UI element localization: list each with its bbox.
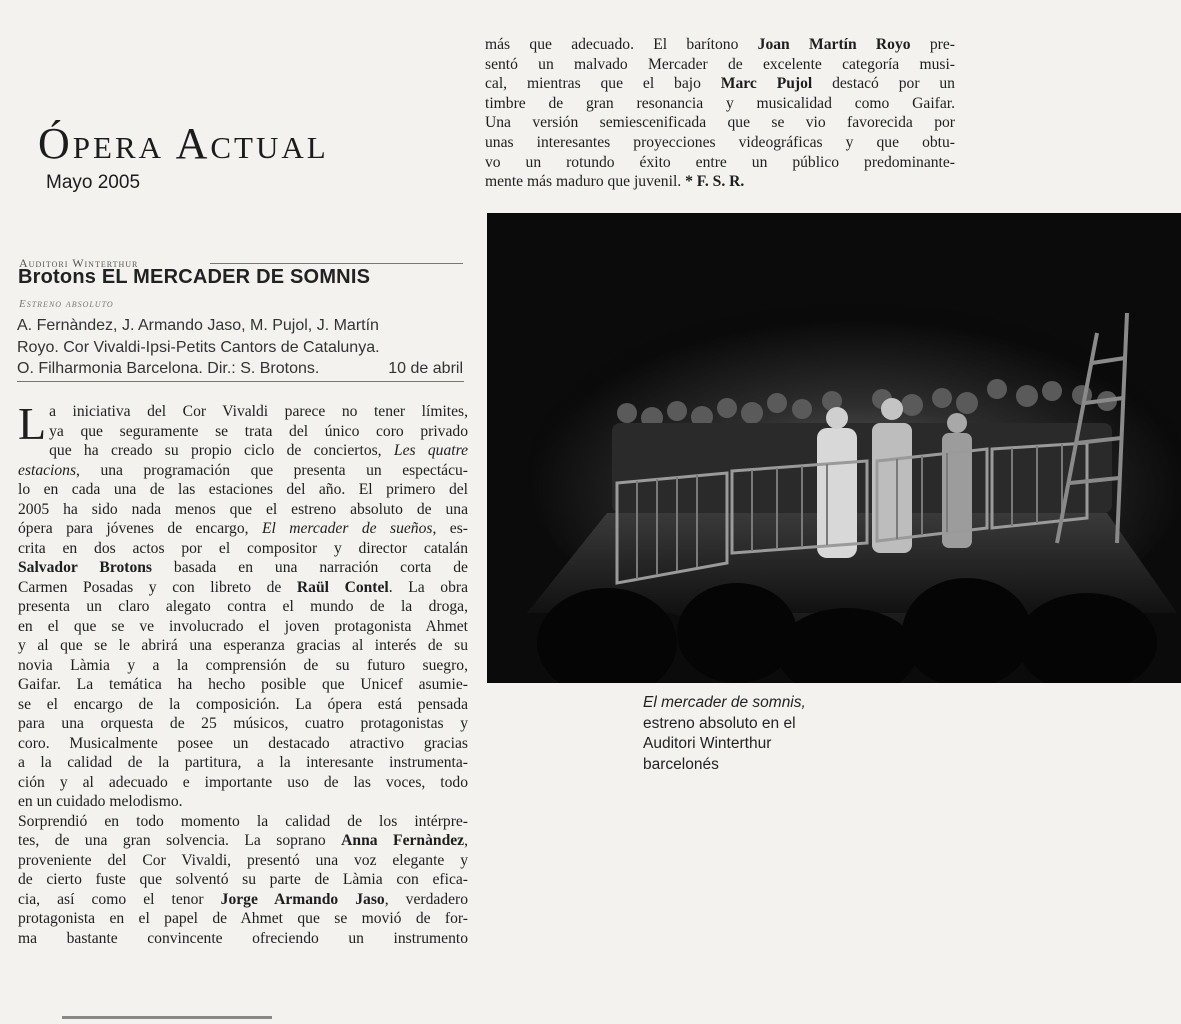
- body-text-line: se el encargo de la composición. La ópera está pensada: [18, 695, 468, 713]
- body-text-line: Salvador Brotons basada en una narración corta de: [18, 559, 468, 576]
- body-text-line: a la calidad de la partitura, a la interesante instrumenta-: [18, 754, 468, 771]
- body-text-line: cia, así como el tenor Jorge Armando Jaso, verdadero: [18, 890, 468, 908]
- body-text-line: en el que se ve involucrado el joven protagonista Ahmet: [18, 617, 468, 635]
- body-text-line: ópera para jóvenes de encargo, El mercader de sueños, es-: [18, 520, 468, 537]
- drop-cap: L: [18, 398, 47, 449]
- credits-orchestra: O. Filharmonia Barcelona. Dir.: S. Brotons.: [17, 360, 320, 377]
- credits-divider: [17, 381, 464, 382]
- caption-line: Auditori Winterthur: [643, 735, 772, 752]
- caption-work-title: El mercader de somnis,: [643, 694, 806, 711]
- venue-divider: [210, 263, 463, 264]
- premiere-label: Estreno absoluto: [19, 298, 114, 310]
- body-text-line: estacions, una programación que presenta un espectácu-: [18, 461, 468, 479]
- body-text-line: ción y al adecuado e importante uso de las voces, todo: [18, 773, 468, 791]
- body-text-line: Gaifar. La temática ha hecho posible que Unicef asumie-: [18, 676, 468, 693]
- stage-scene-image: [487, 213, 1181, 683]
- body-text-line: protagonista en el papel de Ahmet que se movió de for-: [18, 910, 468, 927]
- body-text-line: presenta un claro alegato contra el mundo de la droga,: [18, 598, 468, 615]
- body-text-line: ya que seguramente se trata del único coro privado: [49, 422, 468, 440]
- body-text-line: y al que se le abrirá una esperanza gracias al interés de su: [18, 637, 468, 654]
- body-text-line: que ha creado su propio ciclo de conciertos, Les quatre: [49, 442, 468, 459]
- performance-photo: [487, 213, 1181, 683]
- body-text-line: mente más maduro que juvenil. * F. S. R.: [485, 173, 745, 191]
- body-text-line: ma bastante convincente ofreciendo un instrumento: [18, 929, 468, 947]
- photo-caption: [643, 693, 883, 775]
- body-text-line: unas interesantes proyecciones videográficas y que obtu-: [485, 133, 955, 151]
- page-edge-mark: [62, 1016, 272, 1019]
- review-body-left-column: [18, 398, 468, 948]
- body-text-line: Carmen Posadas y con libreto de Raül Contel. La obra: [18, 578, 468, 596]
- body-text-line: proveniente del Cor Vivaldi, presentó una voz elegante y: [18, 851, 468, 869]
- body-text-line: 2005 ha sido nada menos que el estreno absoluto de una: [18, 500, 468, 518]
- magazine-title: Ópera Actual: [38, 119, 329, 168]
- body-text-line: más que adecuado. El barítono Joan Martín Royo pre-: [485, 36, 955, 53]
- caption-line: barcelonés: [643, 755, 719, 773]
- performance-credits: [17, 315, 467, 380]
- issue-date: Mayo 2005: [46, 172, 141, 193]
- body-text-line: coro. Musicalmente posee un destacado atractivo gracias: [18, 734, 468, 752]
- body-text-line: de cierto fuste que solventó su parte de Làmia con efica-: [18, 871, 468, 888]
- body-text-line: cal, mientras que el bajo Marc Pujol destacó por un: [485, 75, 955, 93]
- review-title: Brotons EL MERCADER DE SOMNIS: [18, 266, 371, 288]
- credits-line: A. Fernàndez, J. Armando Jaso, M. Pujol, J. Martín: [17, 317, 379, 334]
- credits-line: Royo. Cor Vivaldi-Ipsi-Petits Cantors de Catalunya.: [17, 338, 380, 356]
- body-text-line: vo un rotundo éxito entre un público predominante-: [485, 153, 955, 171]
- performance-date: 10 de abril: [388, 360, 463, 377]
- review-body-right-column: [485, 35, 955, 192]
- body-text-line: crita en dos actos por el compositor y director catalán: [18, 539, 468, 557]
- body-text-line: timbre de gran resonancia y musicalidad como Gaifar.: [485, 94, 955, 112]
- body-text-line: novia Làmia y a la comprensión de su futuro suegro,: [18, 656, 468, 674]
- body-text-line: Una versión semiescenificada que se vio favorecida por: [485, 114, 955, 132]
- body-text-line: a iniciativa del Cor Vivaldi parece no tener límites,: [49, 403, 468, 420]
- body-text-line: Sorprendió en todo momento la calidad de los intérpre-: [18, 812, 468, 830]
- body-text-line: para una orquesta de 25 músicos, cuatro protagonistas y: [18, 715, 468, 732]
- venue-label: Auditori Winterthur: [19, 256, 139, 270]
- body-text-line: sentó un malvado Mercader de excelente categoría musi-: [485, 55, 955, 73]
- body-text-line: en un cuidado melodismo.: [18, 793, 183, 810]
- caption-line: estreno absoluto en el: [643, 714, 796, 732]
- body-text-line: tes, de una gran solvencia. La soprano Anna Fernàndez,: [18, 832, 468, 849]
- body-text-line: lo en cada una de las estaciones del año. El primero del: [18, 481, 468, 498]
- credits-line: [17, 358, 467, 380]
